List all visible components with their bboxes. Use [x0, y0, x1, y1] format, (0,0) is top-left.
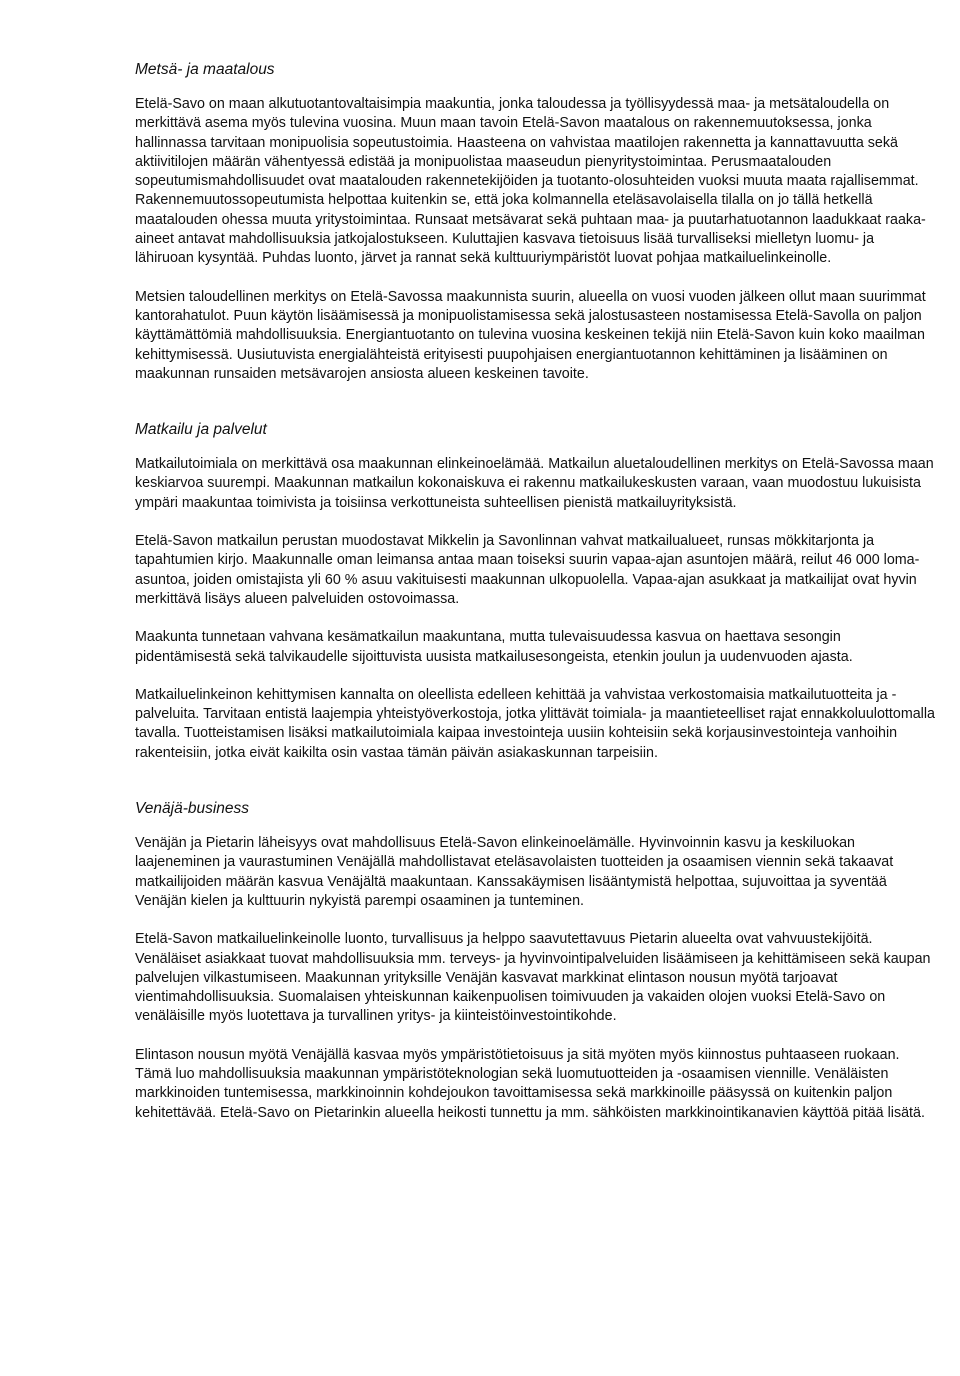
paragraph: Elintason nousun myötä Venäjällä kasvaa myös ympäristötietoisuus ja sitä myöten myös kiinnostus puhtaaseen ruokaan. Tämä luo mahdollisuuksia maakunnan ympäristöteknologian sekä luomutuotteiden ja -osaamisen viennille. Venäläisten markkinoiden tuntemisessa, markkinoinnin kohdejoukon tavoittamisessa sekä markkinoille pääsyssä on kuitenkin paljon kehitettävää. Etelä-Savo on Pietarinkin alueella heikosti tunnettu ja mm. sähköisten markkinointikanavien käyttöä pitää lisätä. — [135, 1046, 925, 1121]
section-venaja-business — [135, 797, 935, 1123]
paragraph: Venäjän ja Pietarin läheisyys ovat mahdollisuus Etelä-Savon elinkeinoelämälle. Hyvinvoinnin kasvu ja keskiluokan laajeneminen ja vaurastuminen Venäjällä mahdollistavat eteläsavolaisten tuotteiden ja osaamisen viennin sekä takaavat matkailijoiden määrän kasvua Venäjältä maakuntaan. Kanssakäymisen lisääntymistä helpottaa, sujuvoittaa ja syventää Venäjän kielen ja kulttuurin nykyistä parempi osaaminen ja tunteminen. — [135, 835, 894, 909]
paragraph: Matkailutoimiala on merkittävä osa maakunnan elinkeinoelämää. Matkailun aluetaloudellinen merkitys on Etelä-Savossa maan keskiarvoa suurempi. Maakunnan matkailun kokonaiskuva ei rakennu matkailukeskusten varaan, vaan muodostuu lukuisista ympäri maakuntaa toimivista ja toisiinsa verkottuneista suhteellisen pienistä matkailuyrityksistä. — [135, 456, 934, 511]
section-heading: Matkailu ja palvelut — [135, 421, 267, 439]
paragraph: Etelä-Savon matkailuelinkeinolle luonto, turvallisuus ja helppo saavutettavuus Pietarin alueelta ovat vahvuustekijöitä. Venäläiset asiakkaat tuovat mahdollisuuksia mm. terveys- ja hyvinvointipalveluiden lisäämiseen ja kehittämiseen sekä kaupan palvelujen vilkastumiseen. Maakunnan yrityksille Venäjän kasvavat markkinat elintason nousun myötä tarjoavat vientimahdollisuuksia. Suomalaisen yhteiskunnan kaikenpuolisen toimivuuden ja vakaiden olojen vuoksi Etelä-Savo on venäläisille myös luotettava ja turvallinen yritys- ja kiinteistöinvestointikohde. — [135, 931, 931, 1025]
paragraph: Metsien taloudellinen merkitys on Etelä-Savossa maakunnista suurin, alueella on vuosi vuoden jälkeen ollut maan suurimmat kantorahatulot. Puun käytön lisäämisessä ja monipuolistamisessa sekä jalostusasteen nostamisessa Etelä-Savolla on paljon käyttämättömiä mahdollisuuksia. Energiantuotanto on tulevina vuosina keskeinen tekijä niin Etelä-Savon kuin koko maailman kehittymisessä. Uusiutuvista energialähteistä erityisesti puupohjaisen energiantuotannon kehittäminen ja lisääminen on maakunnan runsaiden metsävarojen ansiosta alueen keskeinen tavoite. — [135, 288, 926, 382]
document-page — [135, 58, 935, 1157]
section-metsa-maatalous — [135, 58, 935, 384]
paragraph: Maakunta tunnetaan vahvana kesämatkailun maakuntana, mutta tulevaisuudessa kasvua on haettava sesongin pidentämisestä sekä talvikaudelle sijoittuvista uusista matkailusesongeista, etenkin joulun ja uudenvuoden ajasta. — [135, 629, 853, 665]
paragraph: Etelä-Savo on maan alkutuotantovaltaisimpia maakuntia, jonka taloudessa ja työllisyydessä maa- ja metsätaloudella on merkittävä asema myös tulevina vuosina. Muun maan tavoin Etelä-Savon maatalous on rakennemuutoksessa, jonka hallinnassa tarvitaan monipuolisia sopeutustoimia. Haasteena on vahvistaa maatilojen rakennetta ja kannattavuutta sekä aktiivitilojen määrän vähentyessä edistää ja monipuolistaa maaseudun pienyritystoimintaa. Perusmaatalouden sopeutumismahdollisuudet ovat maatalouden rakennetekijöiden ja tuotanto-olosuhteiden vuoksi muuta maata rajallisemmat. Rakennemuutossopeutumista helpottaa kuitenkin se, että joka kolmannella eteläsavolaisella tilalla on jo tällä hetkellä maatalouden ohessa muuta yritystoimintaa. Runsaat metsävarat sekä puhtaan maa- ja puutarhatuotannon laadukkaat raaka-aineet antavat mahdollisuuksia jatkojalostukseen. Kuluttajien kasvava tietoisuus lisää turvalliseksi mielletyn luomu- ja lähiruoan kysyntää. Puhdas luonto, järvet ja rannat sekä kulttuuriympäristöt luovat pohjaa matkailuelinkeinolle. — [135, 96, 926, 267]
section-heading: Metsä- ja maatalous — [135, 61, 275, 78]
section-matkailu-palvelut — [135, 418, 935, 763]
section-heading: Venäjä-business — [135, 800, 250, 818]
paragraph: Etelä-Savon matkailun perustan muodostavat Mikkelin ja Savonlinnan vahvat matkailualueet, runsas mökkitarjonta ja tapahtumien kirjo. Maakunnalle oman leimansa antaa maan toiseksi suurin vapaa-ajan asuntojen määrä, reilut 46 000 loma-asuntoa, joiden omistajista yli 60 % asuu vakituisesti maakunnan ulkopuolella. Vapaa-ajan asukkaat ja matkailijat ovat hyvin merkittävä lisäys alueen palveluiden ostovoimassa. — [135, 533, 920, 607]
paragraph: Matkailuelinkeinon kehittymisen kannalta on oleellista edelleen kehittää ja vahvistaa verkostomaisia matkailutuotteita ja -palveluita. Tarvitaan entistä laajempia yhteistyöverkostoja, jotka ylittävät toimiala- ja maantieteelliset rajat ennakkoluulottomalla tavalla. Tuotteistamisen lisäksi matkailutoimiala kaipaa investointeja uusiin kohteisiin sekä korjausinvestointeja vanhoihin rakenteisiin, jotka eivät kaikilta osin vastaa tämän päivän asiakaskunnan tarpeisiin. — [135, 686, 935, 761]
